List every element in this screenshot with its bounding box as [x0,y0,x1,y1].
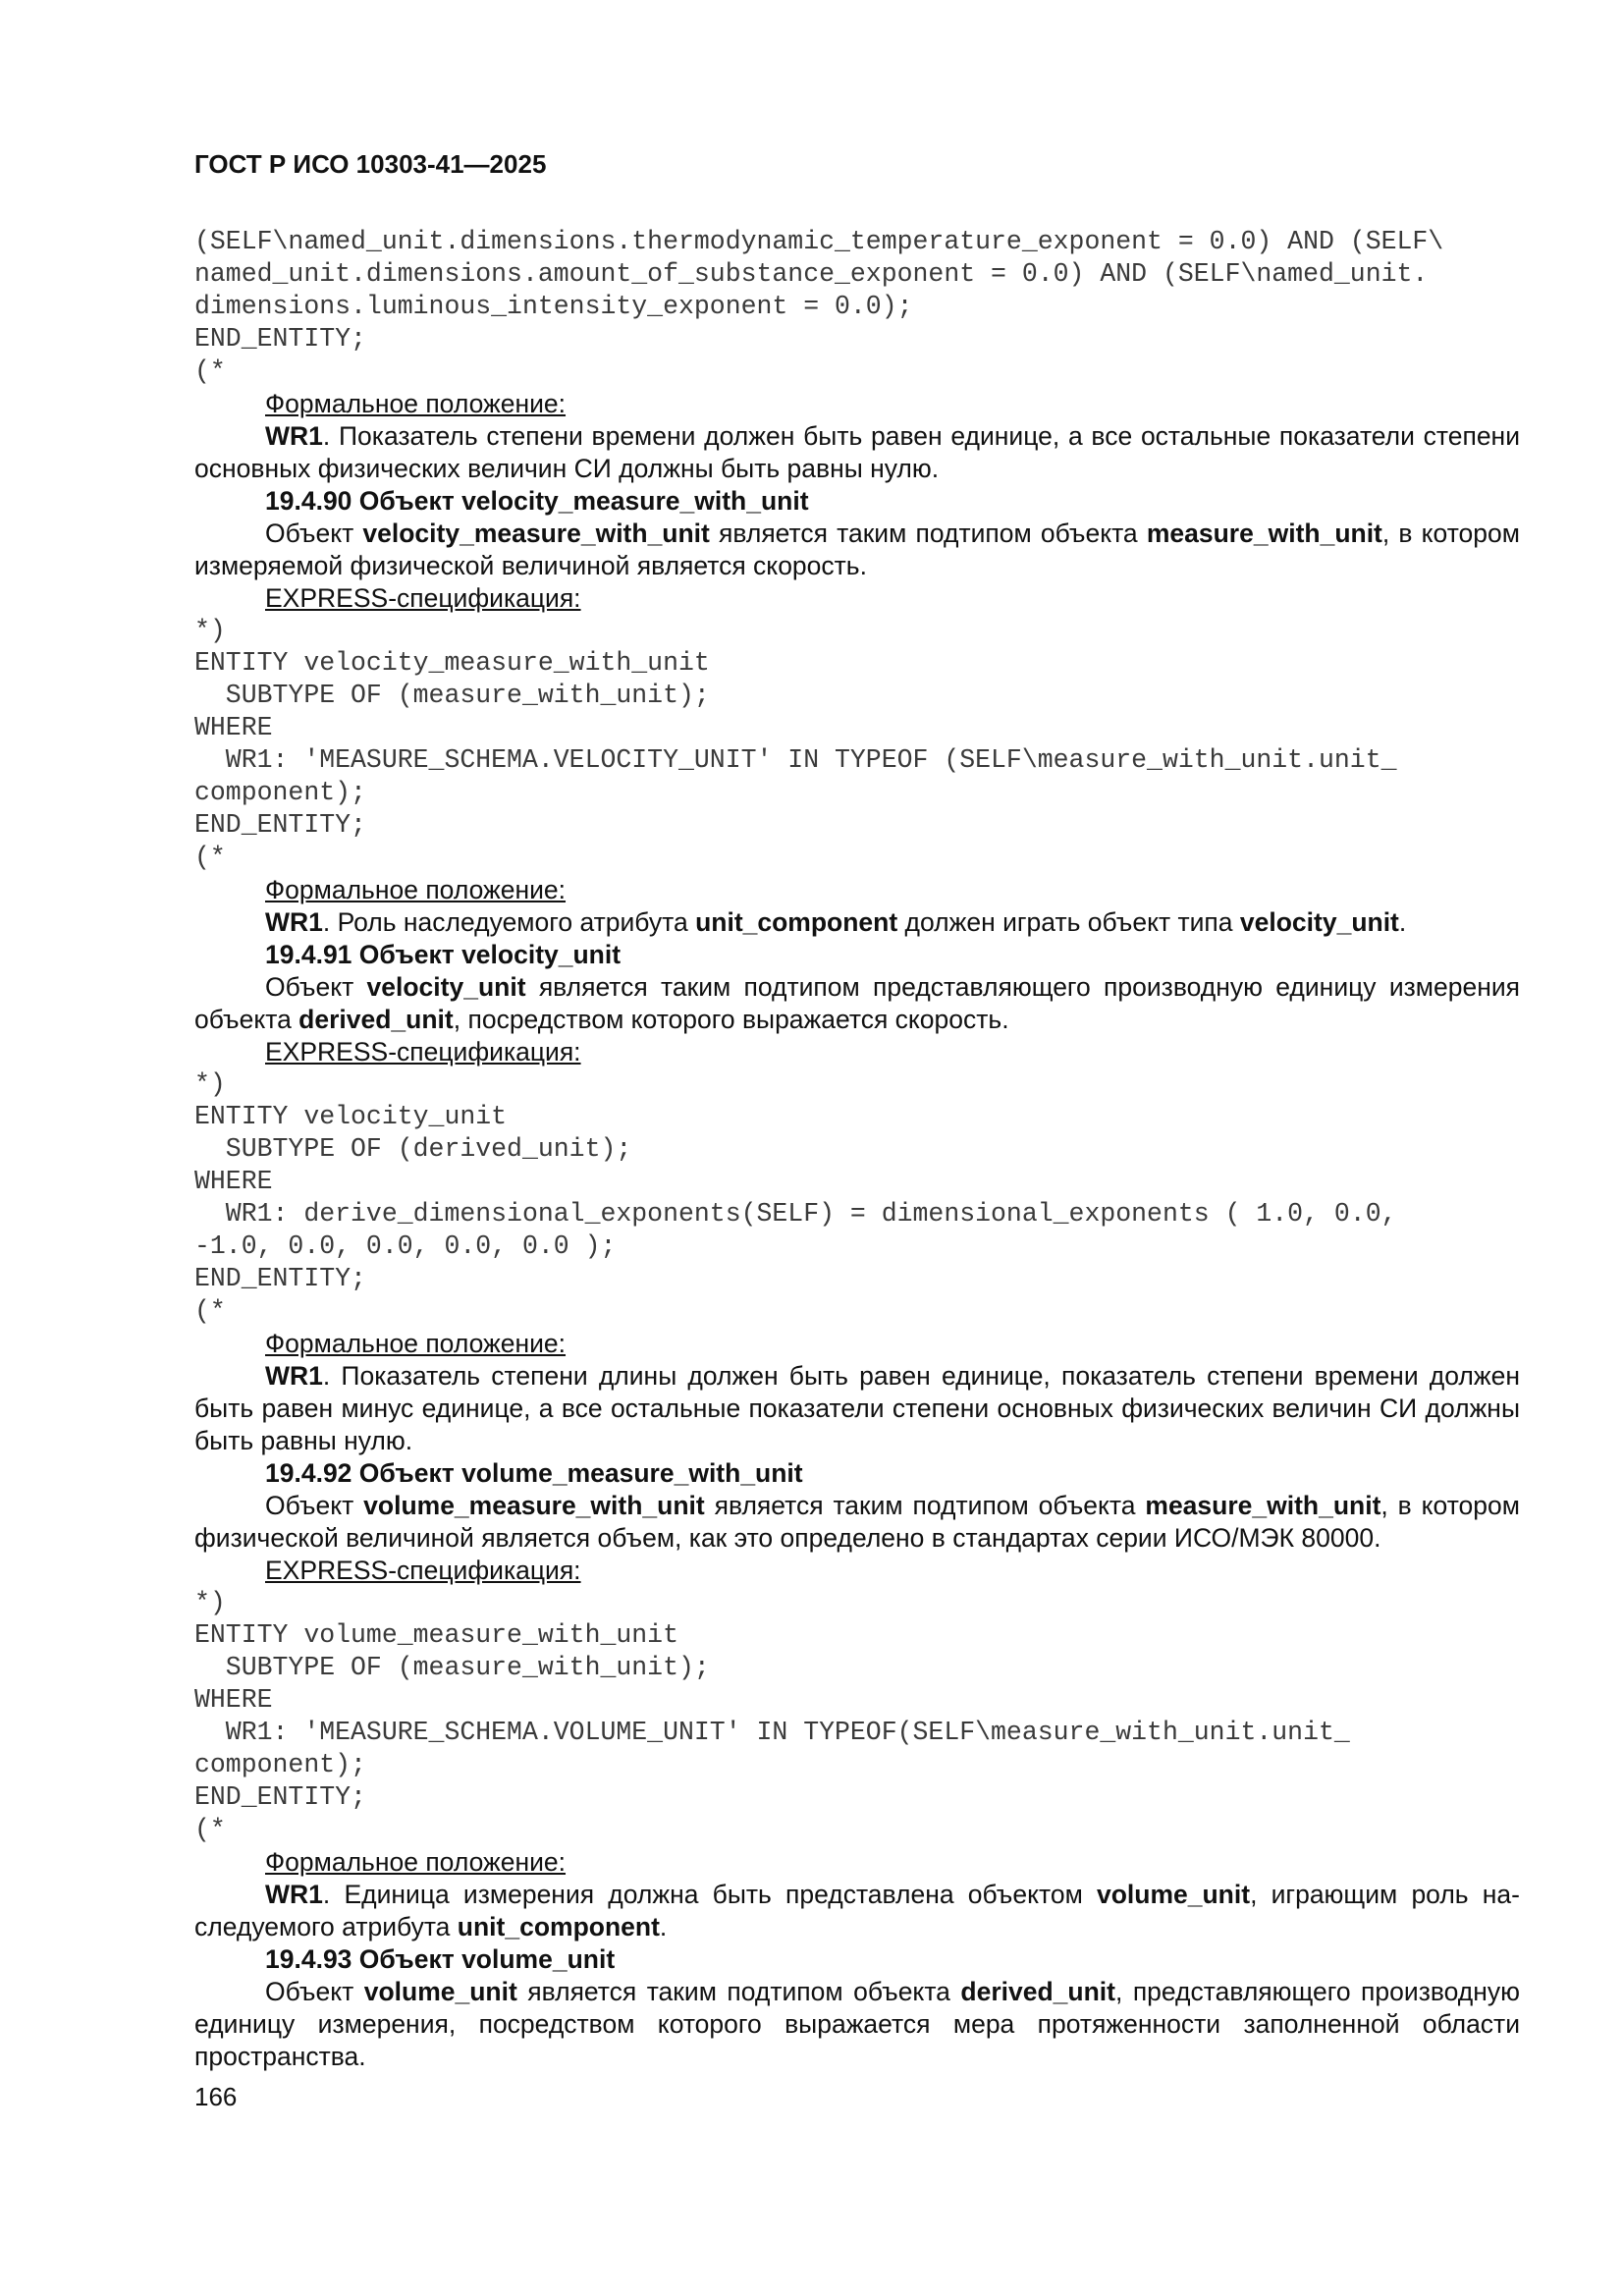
formal-statement-heading: Формальное положение: [265,1329,567,1358]
formal-statement-heading: Формальное положение: [265,1847,567,1877]
code-line: END_ENTITY; [194,810,366,840]
code-line: *) [194,616,226,645]
page-header: ГОСТ Р ИСО 10303-41—2025 [194,149,547,179]
code-line: (* [194,843,226,872]
code-line: (* [194,1815,226,1844]
section-heading-19-4-93: 19.4.93 Объект volume_unit [265,1944,616,1974]
formal-statement-wr1: WR1. Единица измерения должна быть представлена объектом volume_unit, играющим роль наследуемого атрибута unit_component. [194,1880,1520,1941]
formal-statement-wr1: WR1. Показатель степени длины должен быть равен единице, показатель степени времени должен быть равен минус единице, а все остальные показатели степени основных физических величин СИ должны быть равны нулю. [194,1361,1520,1455]
code-line: SUBTYPE OF (derived_unit); [194,1134,632,1164]
code-line: END_ENTITY; [194,1264,366,1293]
code-line: dimensions.luminous_intensity_exponent = 0.0); [194,292,913,321]
code-line: ENTITY volume_measure_with_unit [194,1620,678,1650]
formal-statement-wr1: WR1. Роль наследуемого атрибута unit_component должен играть объект типа velocity_unit. [265,907,1407,937]
section-description: Объект volume_measure_with_unit является таким подтипом объекта measure_with_unit, в котором физической величиной является объем, как это определено в стандартах серии ИСО/МЭК 80000. [194,1491,1520,1553]
section-heading-19-4-90: 19.4.90 Объект velocity_measure_with_unit [265,486,809,516]
code-line: *) [194,1069,226,1099]
page-number: 166 [194,2082,238,2111]
formal-statement-heading: Формальное положение: [265,389,567,418]
code-line: WHERE [194,1685,273,1715]
formal-statement-heading: Формальное положение: [265,875,567,904]
code-line: WR1: 'MEASURE_SCHEMA.VELOCITY_UNIT' IN TYPEOF (SELF\measure_with_unit.unit_ [194,745,1397,775]
code-line: WR1: 'MEASURE_SCHEMA.VOLUME_UNIT' IN TYPEOF(SELF\measure_with_unit.unit_ [194,1718,1350,1747]
code-line: component); [194,1750,366,1779]
section-description: Объект velocity_unit является таким подтипом представляющего производную единицу измерения объекта derived_unit, посредством которого выражается скорость. [194,972,1520,1034]
page-content [194,226,1520,2073]
code-line: (* [194,356,226,386]
code-line: WHERE [194,713,273,742]
section-description: Объект volume_unit является таким подтипом объекта derived_unit, представляющего производную единицу измерения, посредством которого выражается мера протяженности заполненной области пространства. [194,1977,1520,2071]
section-description: Объект velocity_measure_with_unit является таким подтипом объекта measure_with_unit, в котором измеряемой физической величиной является скорость. [194,519,1520,580]
code-line: WHERE [194,1167,273,1196]
express-spec-heading: EXPRESS-спецификация: [265,583,581,613]
code-line: *) [194,1588,226,1617]
section-heading-19-4-91: 19.4.91 Объект velocity_unit [265,940,622,969]
express-spec-heading: EXPRESS-спецификация: [265,1556,581,1585]
code-line: SUBTYPE OF (measure_with_unit); [194,681,710,710]
express-spec-heading: EXPRESS-спецификация: [265,1037,581,1066]
code-line: named_unit.dimensions.amount_of_substance_exponent = 0.0) AND (SELF\named_unit. [194,259,1429,289]
code-line: (* [194,1296,226,1326]
code-line: (SELF\named_unit.dimensions.thermodynamic_temperature_exponent = 0.0) AND (SELF\ [194,227,1444,256]
code-line: ENTITY velocity_measure_with_unit [194,648,710,678]
code-line: SUBTYPE OF (measure_with_unit); [194,1653,710,1682]
code-line: ENTITY velocity_unit [194,1102,508,1131]
code-line: END_ENTITY; [194,1782,366,1812]
formal-statement-wr1: WR1. Показатель степени времени должен быть равен единице, а все остальные показатели степени основных физических величин СИ должны быть равны нулю. [194,421,1520,483]
code-line: END_ENTITY; [194,324,366,354]
code-line: component); [194,778,366,807]
code-line: WR1: derive_dimensional_exponents(SELF) = dimensional_exponents ( 1.0, 0.0, [194,1199,1397,1229]
code-line: -1.0, 0.0, 0.0, 0.0, 0.0 ); [194,1231,617,1261]
section-heading-19-4-92: 19.4.92 Объект volume_measure_with_unit [265,1458,803,1488]
